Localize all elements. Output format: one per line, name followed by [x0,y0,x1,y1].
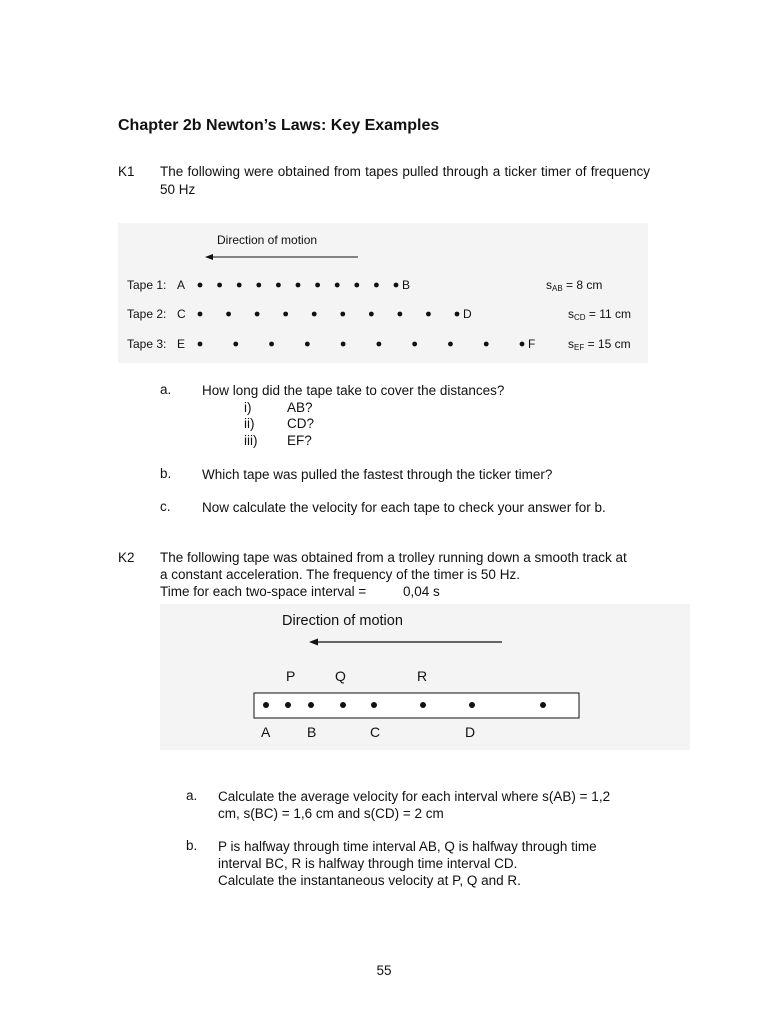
k2-question-b-line2: interval BC, R is halfway through time interval CD. [218,856,518,871]
k2-intro-line3-value: 0,04 s [403,584,440,599]
k2-intro-line1: The following tape was obtained from a trolley running down a smooth track at [160,550,627,565]
tape3-dot [341,342,346,347]
tape3-dot [198,342,203,347]
tape1-end-label: B [402,278,411,292]
label-a: A [261,724,271,740]
trolley-tape-dot [285,702,291,708]
tape3-start-label: E [177,337,186,351]
tape1-dot [315,283,320,288]
k2-question-b-line3: Calculate the instantaneous velocity at P, Q and R. [218,873,521,888]
tape1-dot [237,283,242,288]
tape2-start-label: C [177,307,186,321]
label-p: P [286,668,296,684]
tape2-dot [226,312,231,317]
k1-question-c-text: Now calculate the velocity for each tape to check your answer for b. [202,500,606,515]
k1-sub-iii-num: iii) [244,433,258,448]
tape3-dots [198,342,525,347]
tape3-dot [520,342,525,347]
k1-question-a-text: How long did the tape take to cover the distances? [202,383,505,398]
tape1-dot [374,283,379,288]
tape3-dot [412,342,417,347]
trolley-tape-dot [420,702,426,708]
tape2-dot [455,312,460,317]
k1-sub-i-num: i) [244,400,252,415]
tape2-end-label: D [463,307,472,321]
tape1-dot [394,283,399,288]
k1-sub-iii-text: EF? [287,433,312,448]
tape1-dot [217,283,222,288]
k2-question-b-line1: P is halfway through time interval AB, Q is halfway through time [218,839,597,854]
trolley-tape-dot [340,702,346,708]
trolley-tape-dot [308,702,314,708]
label-d: D [465,724,476,740]
tape2-distance: sCD = 11 cm [568,307,632,322]
trolley-tape-dot [469,702,475,708]
question-k2-label: K2 [118,550,135,565]
k2-question-a-letter: a. [186,788,198,803]
tape1-dot [276,283,281,288]
k1-sub-ii-num: ii) [244,416,255,431]
tape1-dot [296,283,301,288]
tape1-dot [335,283,340,288]
tape3-distance: sEF = 15 cm [568,337,631,352]
tape3-dot [484,342,489,347]
k2-direction-of-motion-label: Direction of motion [282,613,403,629]
trolley-tape-svg [160,604,690,750]
tape3-dot [233,342,238,347]
tape2-dot [397,312,402,317]
trolley-tape-dot [263,702,269,708]
tape2-dot [198,312,203,317]
tape1-start-label: A [177,278,186,292]
k1-question-c-letter: c. [160,499,171,514]
trolley-tape-dot [540,702,546,708]
tape3-dot [376,342,381,347]
k1-question-b-letter: b. [160,466,172,481]
tape2-dot [426,312,431,317]
k2-direction-arrow-head [309,639,318,646]
question-k1-intro: The following were obtained from tapes pulled through a ticker timer of frequency 50 Hz [160,164,650,197]
tape3-dot [269,342,274,347]
direction-arrow-head [205,254,213,260]
tape3-dot [448,342,453,347]
tape3-end-label: F [528,337,536,351]
tape2-dot [340,312,345,317]
tape1-distance: sAB = 8 cm [546,278,603,293]
k2-intro-line2: a constant acceleration. The frequency of the timer is 50 Hz. [160,567,520,582]
question-k1-label: K1 [118,164,135,179]
k1-question-b-text: Which tape was pulled the fastest through the ticker timer? [202,467,553,482]
tape1-dots [198,283,399,288]
tape2-dot [255,312,260,317]
k1-sub-ii-text: CD? [287,416,315,431]
tape2-dot [312,312,317,317]
label-c: C [370,724,381,740]
label-q: Q [335,668,346,684]
tape1-dot [354,283,359,288]
k2-question-a-line2: cm, s(BC) = 1,6 cm and s(CD) = 2 cm [218,806,444,821]
page-number: 55 [376,963,392,978]
k2-question-b-letter: b. [186,838,198,853]
tape1-label: Tape 1: [127,278,167,292]
tape2-dot [283,312,288,317]
k2-intro-line3-label: Time for each two-space interval = [160,584,367,599]
tape1-dot [256,283,261,288]
direction-of-motion-label: Direction of motion [217,233,318,247]
tape2-dots [198,312,460,317]
tape3-label: Tape 3: [127,337,167,351]
tape2-dot [369,312,374,317]
k1-sub-i-text: AB? [287,400,313,415]
tape1-dot [198,283,203,288]
ticker-tapes-figure [118,223,648,363]
label-r: R [417,668,428,684]
trolley-tape-dot [371,702,377,708]
trolley-tape-figure [160,604,690,750]
ticker-tapes-svg [118,223,648,363]
page-title: Chapter 2b Newton’s Laws: Key Examples [118,117,440,134]
tape2-label: Tape 2: [127,307,167,321]
k1-question-a-letter: a. [160,382,172,397]
tape3-dot [305,342,310,347]
label-b: B [307,724,317,740]
trolley-tape-strip [254,693,579,718]
k2-question-a-line1: Calculate the average velocity for each interval where s(AB) = 1,2 [218,789,611,804]
